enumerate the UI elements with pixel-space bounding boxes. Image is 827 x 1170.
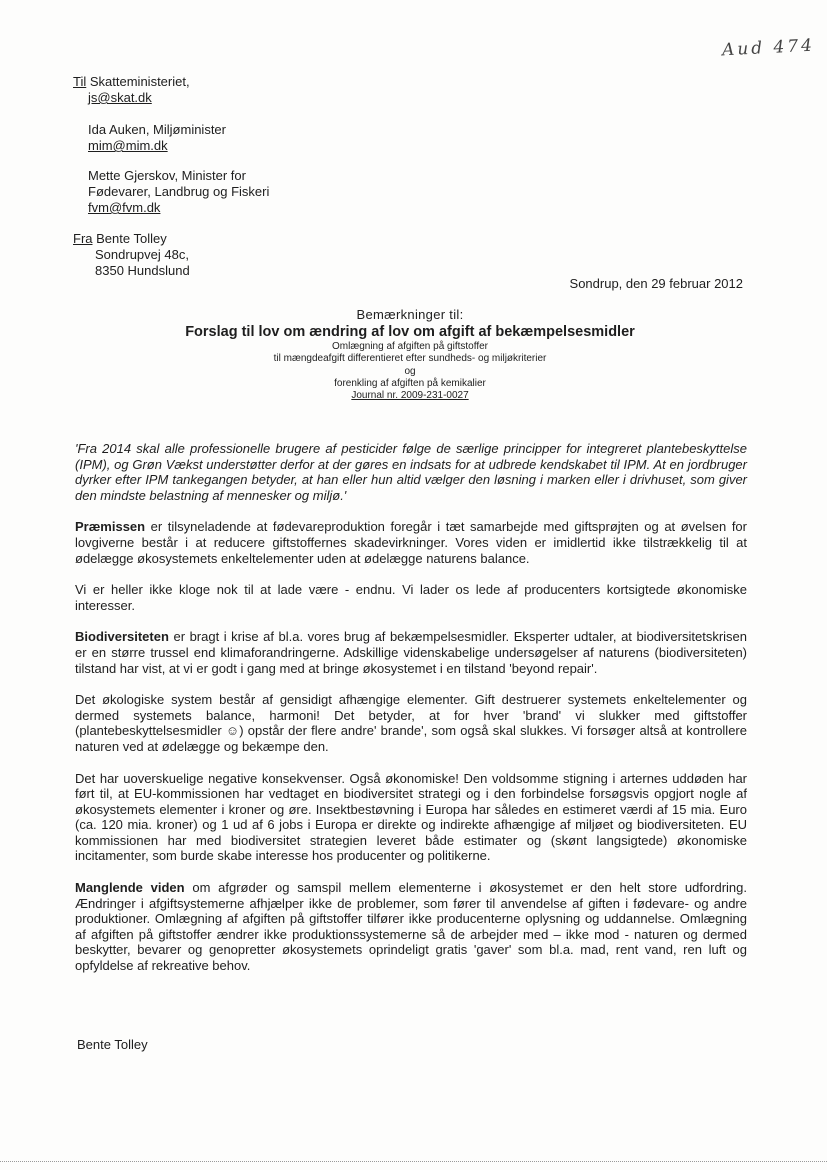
recipient-email[interactable]: mim@mim.dk — [88, 138, 168, 153]
to-prefix: Til — [73, 74, 87, 89]
signature: Bente Tolley — [77, 1037, 148, 1052]
recipient-name: Mette Gjerskov, Minister for — [88, 168, 246, 183]
sender-name: Bente Tolley — [96, 231, 167, 246]
letter-body — [75, 441, 747, 990]
recipient-title: Fødevarer, Landbrug og Fiskeri — [88, 184, 270, 199]
from-prefix: Fra — [73, 231, 93, 246]
sender-block — [73, 231, 190, 279]
bottom-scan-edge — [0, 1161, 827, 1162]
title-sub-1: Omlægning af afgiften på giftstoffer — [331, 341, 488, 352]
title-sub-2: til mængdeafgift differentieret efter sundheds- og miljøkriterier — [273, 353, 547, 365]
paragraph-lead: Præmissen — [75, 519, 146, 535]
title-sub-4: forenkling af afgiften på kemikalier — [334, 377, 486, 389]
recipient-email[interactable]: fvm@fvm.dk — [88, 200, 161, 215]
paragraph-ecosystem: Det økologiske system består af gensidigt afhængige elementer. Gift destruerer systemets enkeltelementer og dermed systemets balance, harmoni! Det betyder, at for hver 'brand' vi slukker med giftstoffer (plantebeskyttelsesmidler ☺) opstår der flere andre' brande', som også skal slukkes. Vi forsøger altså at kontrollere naturen ved at ødelægge og bekæmpe den. — [75, 692, 747, 754]
title-main: Forslag til lov om ændring af lov om afgift af bekæmpelsesmidler — [185, 324, 635, 340]
title-block — [160, 307, 660, 402]
opening-quote: 'Fra 2014 skal alle professionelle brugere af pesticider følge de særlige principper for integreret plantebeskyttelse (IPM), og Grøn Vækst understøtter derfor at der gøres en indsats for at udbrede kendskabet til IPM. At en jordbruger dyrker efter IPM tankegangen betyder, at han eller hun altid vælger den løsning i marken eller i drivhuset, som giver den mindste belastning af mennesker og miljø.' — [75, 441, 747, 503]
recipient-tax-ministry — [73, 74, 190, 106]
paragraph-lead: Manglende viden — [75, 880, 185, 896]
paragraph-text: er tilsyneladende at fødevareproduktion foregår i tæt samarbejde med giftsprøjten og at øvelsen for lovgiverne består i at reducere giftstoffernes skadevirkninger. Vores viden er imidlertid ikke tilstrækkelig til at ødelægge økosystemets enkeltelementer uden at ødelægge naturens balance. — [75, 519, 747, 566]
recipient-environment-minister — [88, 122, 226, 154]
title-sub-3: og — [404, 365, 416, 377]
paragraph-premise — [75, 519, 747, 566]
sender-street: Sondrupvej 48c, — [95, 247, 189, 262]
paragraph-biodiversity — [75, 629, 747, 676]
letter-date: Sondrup, den 29 februar 2012 — [569, 276, 743, 291]
paragraph-text: om afgrøder og samspil mellem elementerne i økosystemet er den helt store udfordring. Ændringer i afgiftsystemerne afhjælper ikke de problemer, som fører til anvendelse af giften i fødevare- og andre produktioner. Omlægning af afgiften på giftstoffer tilfører ikke producenterne oplysning og uddannelse. Omlægning af afgiften på giftstoffer ændrer ikke produktionssystemerne så de arbejder med – ikke mod - naturen og dermed beskytter, bevarer og genopretter økosystemets oprindeligt gratis 'gaver' som bl.a. mad, rent vand, ren luft og opfyldelse af rekreative behov. — [75, 880, 747, 974]
paragraph-lead: Biodiversiteten — [75, 629, 169, 645]
title-pre: Bemærkninger til: — [356, 307, 464, 322]
paragraph-consequences: Det har uoverskuelige negative konsekvenser. Også økonomiske! Den voldsomme stigning i arternes uddøden har ført til, at EU-kommissionen har vedtaget en biodiversitet strategi og i den forbindelse forsøgsvis opgjort nogle af økosystemets elementer i kroner og øre. Insektbestøvning i Europa har således en estimeret værdi af 15 mia. Euro (ca. 120 mia. kroner) og 1 ud af 6 jobs i Europa er direkte og indirekte afhængige af miljøet og biodiversiteten. EU kommissionen har med biodiversitet strategien leveret både estimater og (skønt langsigtede) økonomiske incitamenter, som burde skabe interesse hos producenter og politikerne. — [75, 770, 747, 864]
paragraph-not-wise: Vi er heller ikke kloge nok til at lade være - endnu. Vi lader os lede af producenters kortsigtede økonomiske interesser. — [75, 582, 747, 613]
recipient-email[interactable]: js@skat.dk — [88, 90, 152, 105]
paragraph-text: er bragt i krise af bl.a. vores brug af bekæmpelsesmidler. Eksperter udtaler, at biodiversitetskrisen er en større trussel end klimaforandringerne. Adskillige videnskabelige undersøgelser af naturens (biodiversiteten) tilstand har vist, at vi er godt i gang med at bringe økosystemet i en tilstand 'beyond repair'. — [75, 629, 747, 676]
recipient-name: Skatteministeriet, — [89, 74, 190, 89]
handwritten-note: Aud 474 — [721, 35, 816, 61]
paragraph-lack-of-knowledge — [75, 880, 747, 974]
recipient-name: Ida Auken, Miljøminister — [88, 122, 226, 137]
journal-number: Journal nr. 2009-231-0027 — [351, 390, 469, 402]
sender-city: 8350 Hundslund — [95, 263, 190, 278]
recipient-food-minister — [88, 168, 269, 216]
